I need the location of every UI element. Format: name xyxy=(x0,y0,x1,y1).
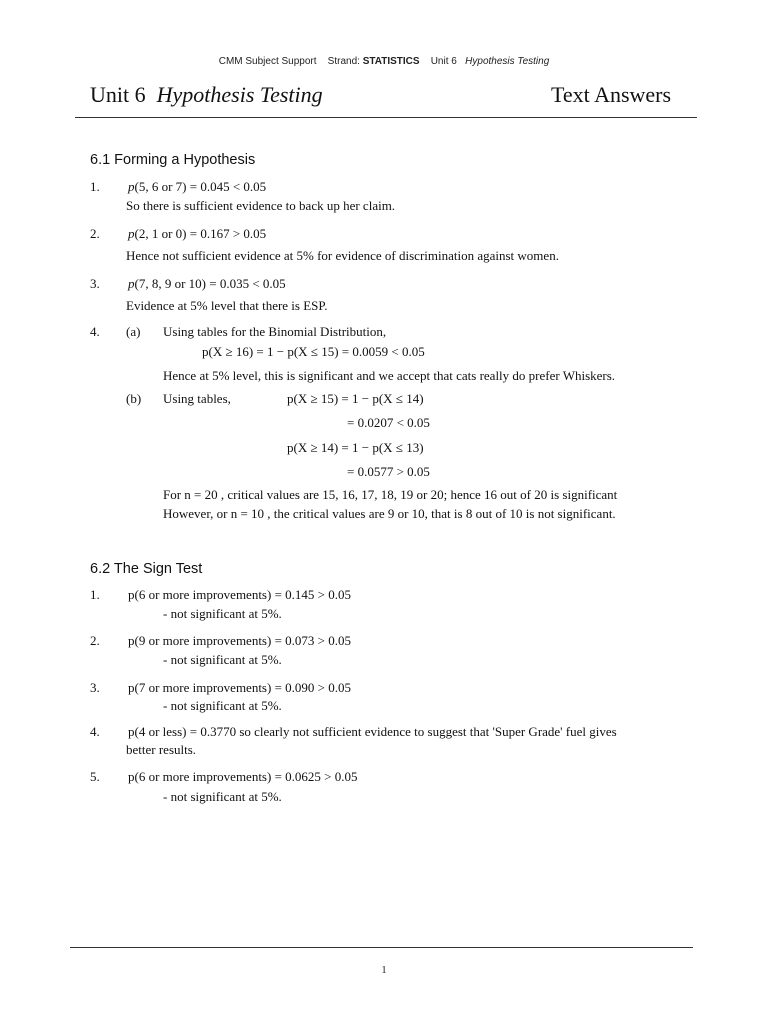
math-line: p(4 or less) = 0.3770 so clearly not sufficient evidence to suggest that 'Super Grade' fuel gives xyxy=(128,724,617,739)
question-number: 4. xyxy=(90,724,100,739)
title-unit: Unit 6 xyxy=(90,82,146,107)
math-line xyxy=(128,276,286,292)
page-title xyxy=(90,82,323,108)
header-unit: Unit 6 xyxy=(430,56,457,67)
question-number: 1. xyxy=(90,179,100,194)
math-line xyxy=(128,226,266,242)
part-label: (a) xyxy=(126,324,141,339)
answer-text: Evidence at 5% level that there is ESP. xyxy=(126,298,328,313)
answer-text: So there is sufficient evidence to back up her claim. xyxy=(126,198,396,213)
question-number: 2. xyxy=(90,226,100,241)
answer-text: - not significant at 5%. xyxy=(163,789,282,804)
math-line: p(6 or more improvements) = 0.0625 > 0.05 xyxy=(128,769,358,784)
footer-rule xyxy=(70,947,693,948)
math-line: = 0.0207 < 0.05 xyxy=(347,415,430,430)
running-header xyxy=(0,56,768,67)
title-topic: Hypothesis Testing xyxy=(156,82,323,107)
math-line: p(6 or more improvements) = 0.145 > 0.05 xyxy=(128,587,351,602)
prob-symbol: p xyxy=(128,179,135,194)
question-number: 3. xyxy=(90,276,100,291)
part-label: (b) xyxy=(126,391,142,406)
math-line: p(X ≥ 16) = 1 − p(X ≤ 15) = 0.0059 < 0.05 xyxy=(202,344,425,359)
header-topic: Hypothesis Testing xyxy=(465,56,550,67)
answer-text: Hence at 5% level, this is significant and we accept that cats really do prefer Whiskers. xyxy=(163,368,616,383)
header-support: CMM Subject Support xyxy=(218,56,317,67)
prob-symbol: p xyxy=(128,276,135,291)
question-number: 3. xyxy=(90,680,100,695)
page-number: 1 xyxy=(381,965,387,976)
math-line: = 0.0577 > 0.05 xyxy=(347,464,430,479)
section-heading-6-1: 6.1 Forming a Hypothesis xyxy=(90,152,256,168)
question-number: 2. xyxy=(90,633,100,648)
answer-text: Hence not sufficient evidence at 5% for evidence of discrimination against women. xyxy=(126,248,559,263)
question-number: 5. xyxy=(90,769,100,784)
answer-text: Using tables for the Binomial Distribution, xyxy=(163,324,387,339)
question-number: 4. xyxy=(90,324,100,339)
answer-text: However, or n = 10 , the critical values are 9 or 10, that is 8 out of 10 is not significant. xyxy=(163,506,616,521)
section-heading-6-2: 6.2 The Sign Test xyxy=(90,561,203,577)
title-right: Text Answers xyxy=(551,82,672,107)
math-args: (5, 6 or 7) = 0.045 < 0.05 xyxy=(134,179,267,194)
question-number: 1. xyxy=(90,587,100,602)
prob-symbol: p xyxy=(128,226,135,241)
answer-text: For n = 20 , critical values are 15, 16, 17, 18, 19 or 20; hence 16 out of 20 is significant xyxy=(163,487,618,502)
math-line xyxy=(128,179,266,195)
header-rule xyxy=(75,117,697,118)
math-line: p(X ≥ 15) = 1 − p(X ≤ 14) xyxy=(287,391,424,406)
math-line: p(9 or more improvements) = 0.073 > 0.05 xyxy=(128,633,351,648)
math-args: (7, 8, 9 or 10) = 0.035 < 0.05 xyxy=(134,276,286,291)
answer-text: - not significant at 5%. xyxy=(163,698,282,713)
answer-text: - not significant at 5%. xyxy=(163,652,282,667)
header-strand-label: Strand: xyxy=(327,56,360,67)
math-line: p(7 or more improvements) = 0.090 > 0.05 xyxy=(128,680,351,695)
answer-text: better results. xyxy=(126,742,197,757)
answer-text: - not significant at 5%. xyxy=(163,606,282,621)
answer-text: Using tables, xyxy=(163,391,231,406)
math-args: (2, 1 or 0) = 0.167 > 0.05 xyxy=(134,226,267,241)
header-strand-value: STATISTICS xyxy=(362,56,420,67)
math-line: p(X ≥ 14) = 1 − p(X ≤ 13) xyxy=(287,440,424,455)
